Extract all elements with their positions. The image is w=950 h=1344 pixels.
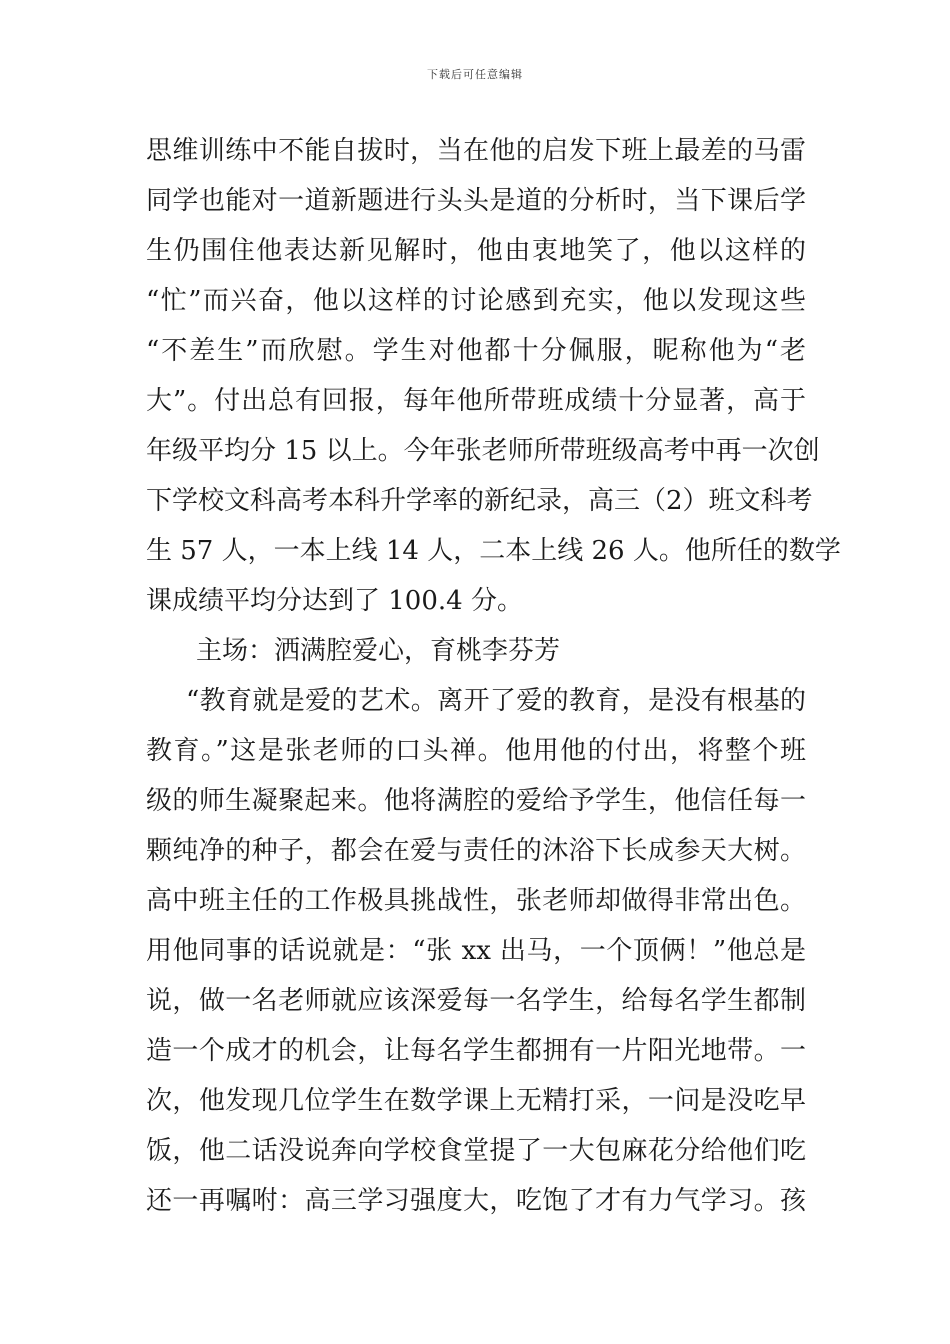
section-heading: 主场：洒满腔爱心，育桃李芬芳 (196, 636, 561, 666)
text-line: 次，他发现几位学生在数学课上无精打采，一问是没吃早 (146, 1086, 806, 1116)
text-line: 颗纯净的种子，都会在爱与责任的沐浴下长成参天大树。 (146, 836, 806, 866)
text-line: 生 57 人，一本上线 14 人，二本上线 26 人。他所任的数学 (146, 536, 841, 566)
text-line: “不差生”而欣慰。学生对他都十分佩服，昵称他为“老 (146, 336, 806, 366)
text-line: 课成绩平均分达到了 100.4 分。 (146, 586, 523, 616)
text-line: 说，做一名老师就应该深爱每一名学生，给每名学生都制 (146, 986, 806, 1016)
text-line: 高中班主任的工作极具挑战性，张老师却做得非常出色。 (146, 886, 806, 916)
text-line: 同学也能对一道新题进行头头是道的分析时，当下课后学 (146, 186, 806, 216)
text-line: 生仍围住他表达新见解时，他由衷地笑了，他以这样的 (146, 236, 806, 266)
text-line: 大”。付出总有回报，每年他所带班成绩十分显著，高于 (146, 386, 806, 416)
text-line: 下学校文科高考本科升学率的新纪录，高三（2）班文科考 (146, 486, 813, 516)
document-body (146, 126, 841, 1226)
text-line: “教育就是爱的艺术。离开了爱的教育，是没有根基的 (186, 686, 806, 716)
text-line: 级的师生凝聚起来。他将满腔的爱给予学生，他信任每一 (146, 786, 806, 816)
text-line: 用他同事的话说就是：“张 xx 出马，一个顶俩！”他总是 (146, 936, 806, 966)
text-line: 还一再嘱咐：高三学习强度大，吃饱了才有力气学习。孩 (146, 1186, 806, 1216)
text-line: 造一个成才的机会，让每名学生都拥有一片阳光地带。一 (146, 1036, 806, 1066)
text-line: 饭，他二话没说奔向学校食堂提了一大包麻花分给他们吃 (146, 1136, 806, 1166)
text-line: 年级平均分 15 以上。今年张老师所带班级高考中再一次创 (146, 436, 820, 466)
text-line: 教育。”这是张老师的口头禅。他用他的付出，将整个班 (146, 736, 806, 766)
page-header: 下载后可任意编辑 (427, 68, 523, 81)
text-line: 思维训练中不能自拔时，当在他的启发下班上最差的马雷 (146, 136, 806, 166)
text-line: “忙”而兴奋，他以这样的讨论感到充实，他以发现这些 (146, 286, 806, 316)
